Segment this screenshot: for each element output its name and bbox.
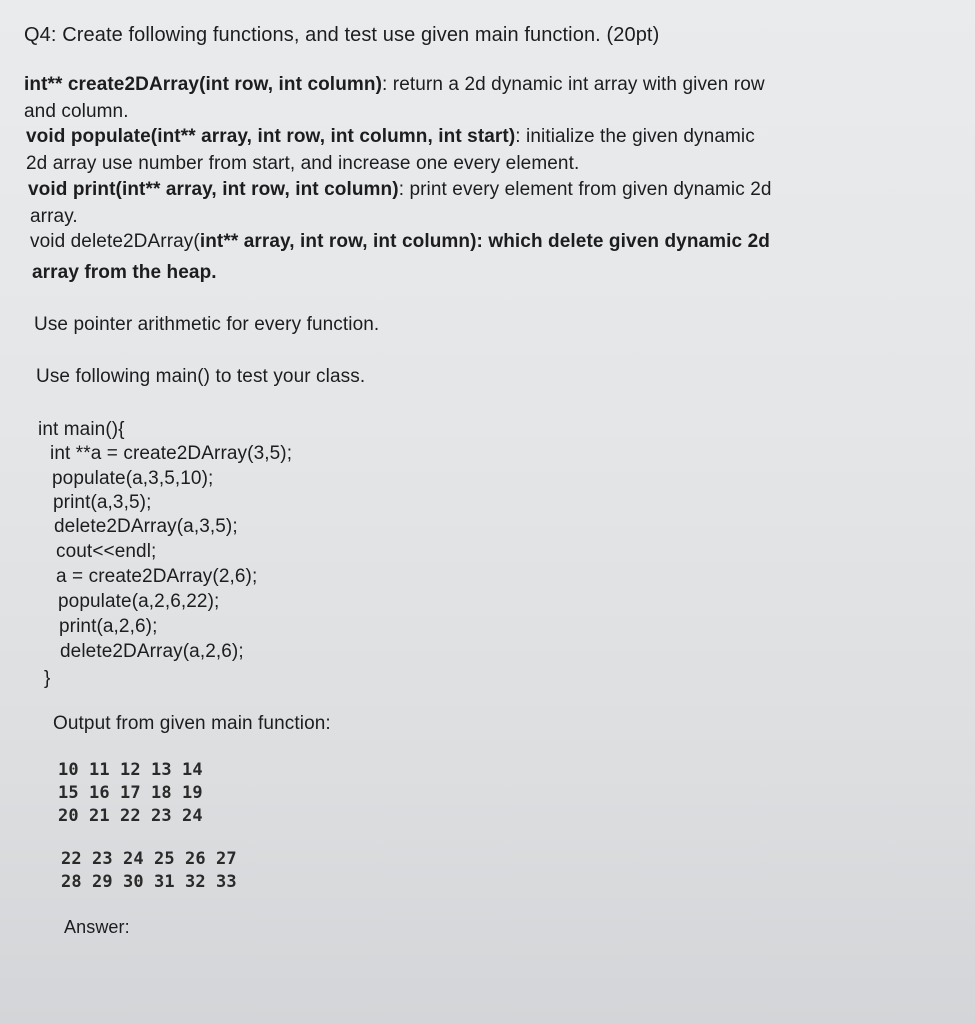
note-use-main: Use following main() to test your class.	[36, 366, 366, 387]
code-line: print(a,2,6);	[59, 616, 158, 637]
function-prefix: void delete2DArray(	[30, 231, 200, 252]
code-line: int **a = create2DArray(3,5);	[50, 443, 293, 464]
function-description: : return a 2d dynamic int array with given row	[382, 74, 765, 95]
function-signature: void print(int** array, int row, int column)	[28, 179, 399, 200]
function-populate	[26, 126, 755, 148]
note-pointer-arithmetic: Use pointer arithmetic for every function.	[34, 314, 380, 335]
code-line: populate(a,3,5,10);	[52, 468, 214, 489]
answer-label: Answer:	[64, 917, 130, 937]
code-line: }	[44, 668, 51, 689]
function-description: : initialize the given dynamic	[515, 126, 755, 147]
question-title	[24, 24, 659, 47]
code-line: int main(){	[38, 419, 125, 440]
code-line: cout<<endl;	[56, 541, 157, 562]
function-signature: void populate(int** array, int row, int column, int start)	[26, 126, 516, 147]
code-line: populate(a,2,6,22);	[58, 591, 220, 612]
function-description-cont: array.	[30, 206, 78, 227]
code-line: a = create2DArray(2,6);	[56, 566, 258, 587]
function-description-cont: and column.	[24, 101, 129, 122]
code-line: delete2DArray(a,2,6);	[60, 641, 244, 662]
code-line: delete2DArray(a,3,5);	[54, 516, 238, 537]
function-print	[28, 179, 772, 201]
function-delete2darray	[30, 231, 770, 253]
function-signature: int** array, int row, int column): which delete given dynamic 2d	[199, 231, 770, 252]
question-label: Q4	[24, 24, 51, 46]
question-text: : Create following functions, and test use given main function. (20pt)	[50, 24, 660, 46]
output-line: 28 29 30 31 32 33	[61, 872, 237, 892]
output-line: 22 23 24 25 26 27	[61, 849, 237, 869]
function-signature: int** create2DArray(int row, int column)	[24, 74, 383, 95]
output-label: Output from given main function:	[53, 713, 331, 734]
output-line: 20 21 22 23 24	[58, 806, 203, 826]
code-line: print(a,3,5);	[53, 492, 152, 513]
output-line: 15 16 17 18 19	[58, 783, 203, 803]
function-description-cont: 2d array use number from start, and increase one every element.	[26, 153, 580, 174]
function-description-cont: array from the heap.	[32, 262, 217, 283]
function-create2darray	[24, 74, 765, 96]
output-line: 10 11 12 13 14	[58, 760, 203, 780]
function-description: : print every element from given dynamic 2d	[398, 179, 772, 200]
